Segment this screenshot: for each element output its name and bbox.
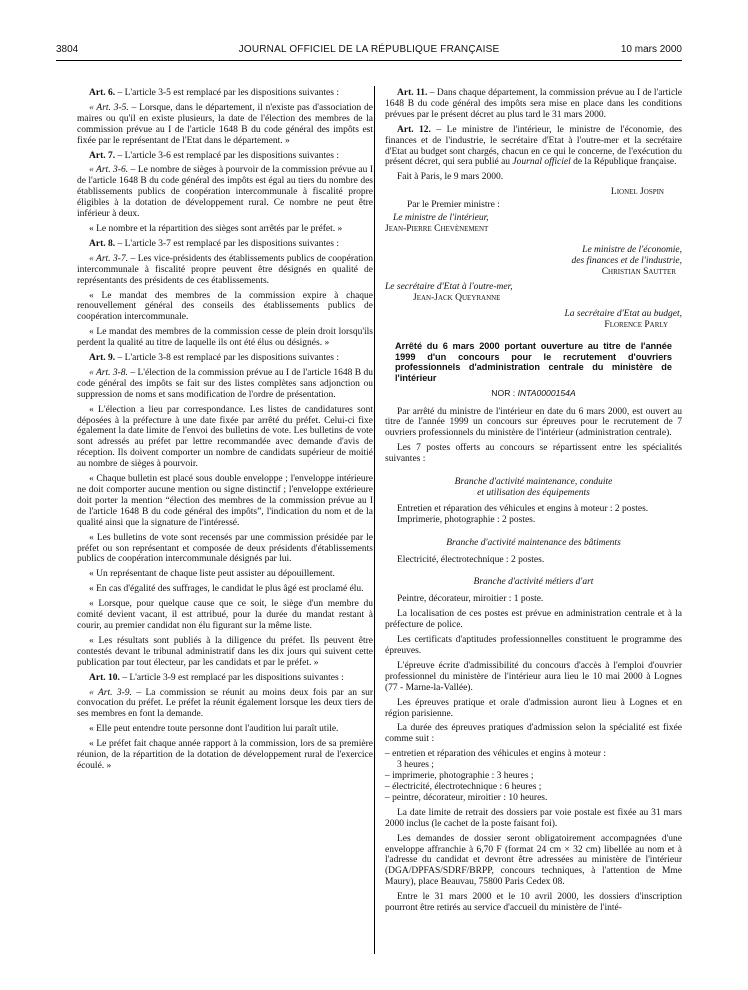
arrete-para-8: La date limite de retrait des dossiers par voie postale est fixée au 31 mars 2000 inclus (le cachet de la poste faisant foi). (385, 807, 682, 829)
article-6: Art. 6. – L'article 3-5 est remplacé par les dispositions suivantes : (89, 88, 339, 98)
article-9: Art. 9. – L'article 3-8 est remplacé par les dispositions suivantes : (89, 353, 339, 364)
duration-item-3: – électricité, électrotechnique : 6 heures ; (385, 781, 542, 792)
article-3-8-para7: « Lorsque, pour quelque cause que ce soit, le siège d'un membre du comité devient vacant, il est attribué, pour la durée du mandat restant à courir, au premier candidat non élu figurant sur la même liste. (77, 599, 373, 631)
interior-minister-title: Le ministre de l'intérieur, (393, 213, 489, 224)
article-3-8-para6: « En cas d'égalité des suffrages, le candidat le plus âgé est proclamé élu. (89, 584, 364, 595)
economy-minister-title-2: des finances et de l'industrie, (571, 255, 682, 266)
article-3-5-text: « Art. 3-5. – Lorsque, dans le département, il n'existe pas d'association de maires ou qu'il en existe plusieurs, la date de l'élection des membres de la commission prévue au I de l'article 1648 B du code général des impôts est fixée par le représentant de l'Etat dans le département. » (77, 102, 373, 146)
budget-secretary-title: La secrétaire d'Etat au budget, (564, 309, 682, 320)
column-divider (374, 86, 375, 954)
issue-date: 10 mars 2000 (620, 44, 682, 55)
page-header (56, 42, 682, 58)
duration-item-2: – imprimerie, photographie : 3 heures ; (385, 771, 534, 782)
duration-item-1: – entretien et réparation des véhicules et engins à moteur : (385, 749, 607, 760)
interior-minister-name: Jean-Pierre Chevènement (385, 223, 489, 234)
arrete-title: Arrêté du 6 mars 2000 portant ouverture au titre de l'année 1999 d'un concours pour le recrutement d'ouvriers professionnels d'administration centrale du ministère de l'intérieur (395, 341, 672, 383)
page-number: 3804 (56, 44, 79, 55)
duration-item-1-cont: 3 heures ; (397, 760, 434, 771)
left-column (77, 88, 373, 776)
arrete-para-4: Les certificats d'aptitudes professionnelles constituent le programme des épreuves. (385, 635, 682, 656)
nor-reference: NOR : INTA0000154A (491, 387, 576, 398)
economy-minister-name: Christian Sautter (601, 266, 676, 277)
article-3-6-para2: « Le nombre et la répartition des sièges sont arrêtés par le préfet. » (89, 223, 343, 234)
arrete-para-2: Les 7 postes offerts au concours se répartissent entre les spécialités suivantes : (385, 443, 682, 465)
economy-minister-title-1: Le ministre de l'économie, (582, 244, 682, 255)
article-3-8-para3: « Chaque bulletin est placé sous double enveloppe ; l'enveloppe intérieure ne doit comporter aucune mention ou signe distinctif ; l'enveloppe extérieure doit porter la mention “élection des membres de la commission prévue au I de l'article 1648 B du code général des impôts”, l'indication du nom et de la qualité ainsi que la signature de l'intéressé. (77, 474, 373, 528)
article-3-9-para2: « Elle peut entendre toute personne dont l'audition lui paraît utile. (89, 724, 339, 735)
arrete-para-9: Les demandes de dossier seront obligatoirement accompagnées d'une enveloppe affranchie à 6,70 F (format 24 cm × 32 cm) libellée au nom et à l'adresse du candidat et devront être adressées au ministère de l'intérieur (DGA/DPFAS/SDRF/BRPP, concours techniques, à l'attention de Mme Maury), place Beauvau, 75800 Paris Cedex 08. (385, 833, 682, 888)
arrete-para-3: La localisation de ces postes est prévue en administration centrale et à la préfecture de police. (385, 609, 682, 631)
branch-3-heading: Branche d'activité métiers d'art (473, 577, 594, 588)
arrete-para-1: Par arrêté du ministre de l'intérieur en date du 6 mars 2000, est ouvert au titre de l'année 1999 un concours sur épreuves pour le recrutement de 7 ouvriers professionnels du ministère de l'intérieur (administration centrale). (385, 406, 682, 439)
budget-secretary-name: Florence Parly (604, 320, 668, 331)
branch-2-item-1: Electricité, électrotechnique : 2 postes. (397, 554, 545, 565)
branch-1-heading: Branche d'activité maintenance, conduite et utilisation des équipements (454, 477, 613, 498)
article-7: Art. 7. – L'article 3-6 est remplacé par les dispositions suivantes : (89, 150, 339, 161)
durations-list (385, 749, 682, 804)
arrete-para-7: La durée des épreuves pratiques d'admission selon la spécialité est fixée comme suit : (385, 723, 682, 745)
overseas-secretary-name: Jean-Jack Queyranne (413, 292, 501, 303)
article-3-7-para2: « Le mandat des membres de la commission expire à chaque renouvellement général des conseils des établissements publics de coopération intercommunale. (77, 290, 373, 323)
branch-1-item-2: Imprimerie, photographie : 2 postes. (397, 514, 536, 525)
branch-2-heading: Branche d'activité maintenance des bâtiments (446, 537, 621, 548)
branch-1-item-1: Entretien et réparation des véhicules et engins à moteur : 2 postes. (397, 503, 649, 514)
article-3-8-para4: « Les bulletins de vote sont recensés par une commission présidée par le préfet ou son représentant et composée de deux présidents d'établissements publics de coopération intercommunale désignés par lui. (77, 532, 373, 565)
article-12: Art. 12. – Le ministre de l'intérieur, le ministre de l'économie, des finances et de l'industrie, le secrétaire d'Etat à l'outre-mer et la secrétaire d'Etat au budget sont chargés, chacun en ce qui le concerne, de l'exécution du présent décret, qui sera publié au Journal officiel de la République française. (385, 124, 682, 168)
article-11: Art. 11. – Dans chaque département, la commission prévue au I de l'article 1648 B du code général des impôts sera mise en place dans les conditions prévues par le présent décret au plus tard le 31 mars 2000. (385, 88, 683, 120)
article-3-7-text: « Art. 3-7. – Les vice-présidents des établissements publics de coopération intercommunale à fiscalité propre peuvent être désignés en qualité de représentants des présidents de ces établissements. (77, 253, 373, 286)
arrete-para-10: Entre le 31 mars 2000 et le 10 avril 2000, les dossiers d'inscription pourront être retirés au service d'accueil du ministère de l'inté- (385, 892, 682, 914)
article-3-8-para8: « Les résultats sont publiés à la diligence du préfet. Ils peuvent être contestés devant le tribunal administratif dans les dix jours qui suivent cette publication par tout électeur, par les candidats et par le préfet. » (77, 635, 373, 668)
article-3-9-text: « Art. 3-9. – La commission se réunit au moins deux fois par an sur convocation du préfet. Le préfet la réunit également lorsque les deux tiers de ses membres en font la demande. (77, 687, 373, 720)
article-8: Art. 8. – L'article 3-7 est remplacé par les dispositions suivantes : (89, 238, 339, 249)
header-rule (56, 60, 682, 61)
signature-prime-minister: Lionel Jospin (610, 187, 664, 198)
overseas-secretary-title: Le secrétaire d'Etat à l'outre-mer, (385, 281, 513, 292)
arrete-para-6: Les épreuves pratique et orale d'admission auront lieu à Lognes et en région parisienne. (385, 697, 682, 719)
arrete-para-5: L'épreuve écrite d'admissibilité du concours d'accès à l'emploi d'ouvrier professionnel du ministère de l'intérieur aura lieu le 10 mai 2000 à Lognes (77 - Marne-la-Vallée). (385, 660, 682, 693)
article-10: Art. 10. – L'article 3-9 est remplacé par les dispositions suivantes : (89, 672, 344, 683)
article-3-8-text: « Art. 3-8. – L'élection de la commission prévue au I de l'article 1648 B du code général des impôts se fait sur des listes complètes sans adjonction ou suppression de noms et sans modification de l'ordre de présentation. (77, 367, 373, 400)
done-at-paris: Fait à Paris, le 9 mars 2000. (397, 172, 504, 183)
right-column (385, 88, 682, 918)
article-3-9-para3: « Le préfet fait chaque année rapport à la commission, lors de sa première réunion, de la répartition de la dotation de développement rural de l'exercice écoulé. » (77, 739, 373, 771)
article-3-6-text: « Art. 3-6. – Le nombre de sièges à pourvoir de la commission prévue au I de l'article 1648 B du code général des impôts est égal au tiers du nombre des établissements publics de coopération intercommunale à fiscalité propre éligibles à la dotation de développement rural. Ce nombre ne peut être inférieur à deux. (77, 165, 374, 220)
by-prime-minister: Par le Premier ministre : (407, 200, 500, 211)
article-3-8-para2: « L'élection a lieu par correspondance. Les listes de candidatures sont déposées à la préfecture à une date fixée par arrêté du préfet. Celui-ci fixe également la date limite de l'envoi des bulletins de vote. Les bulletins de vote sont adressés au préfet par lettre recommandée avec demande d'avis de réception. Ils doivent comporter un nombre de candidats supérieur de moitié au nombre de sièges à pourvoir. (77, 404, 373, 470)
duration-item-4: – peintre, décorateur, miroitier : 10 heures. (385, 792, 548, 803)
article-3-8-para5: « Un représentant de chaque liste peut assister au dépouillement. (89, 569, 335, 580)
branch-3-item-1: Peintre, décorateur, miroitier : 1 poste. (397, 594, 544, 605)
article-3-7-para3: « Le mandat des membres de la commission cesse de plein droit lorsqu'ils perdent la qualité au titre de laquelle ils ont été élus ou désignés. » (77, 327, 373, 349)
journal-title: JOURNAL OFFICIEL DE LA RÉPUBLIQUE FRANÇAISE (238, 44, 500, 55)
